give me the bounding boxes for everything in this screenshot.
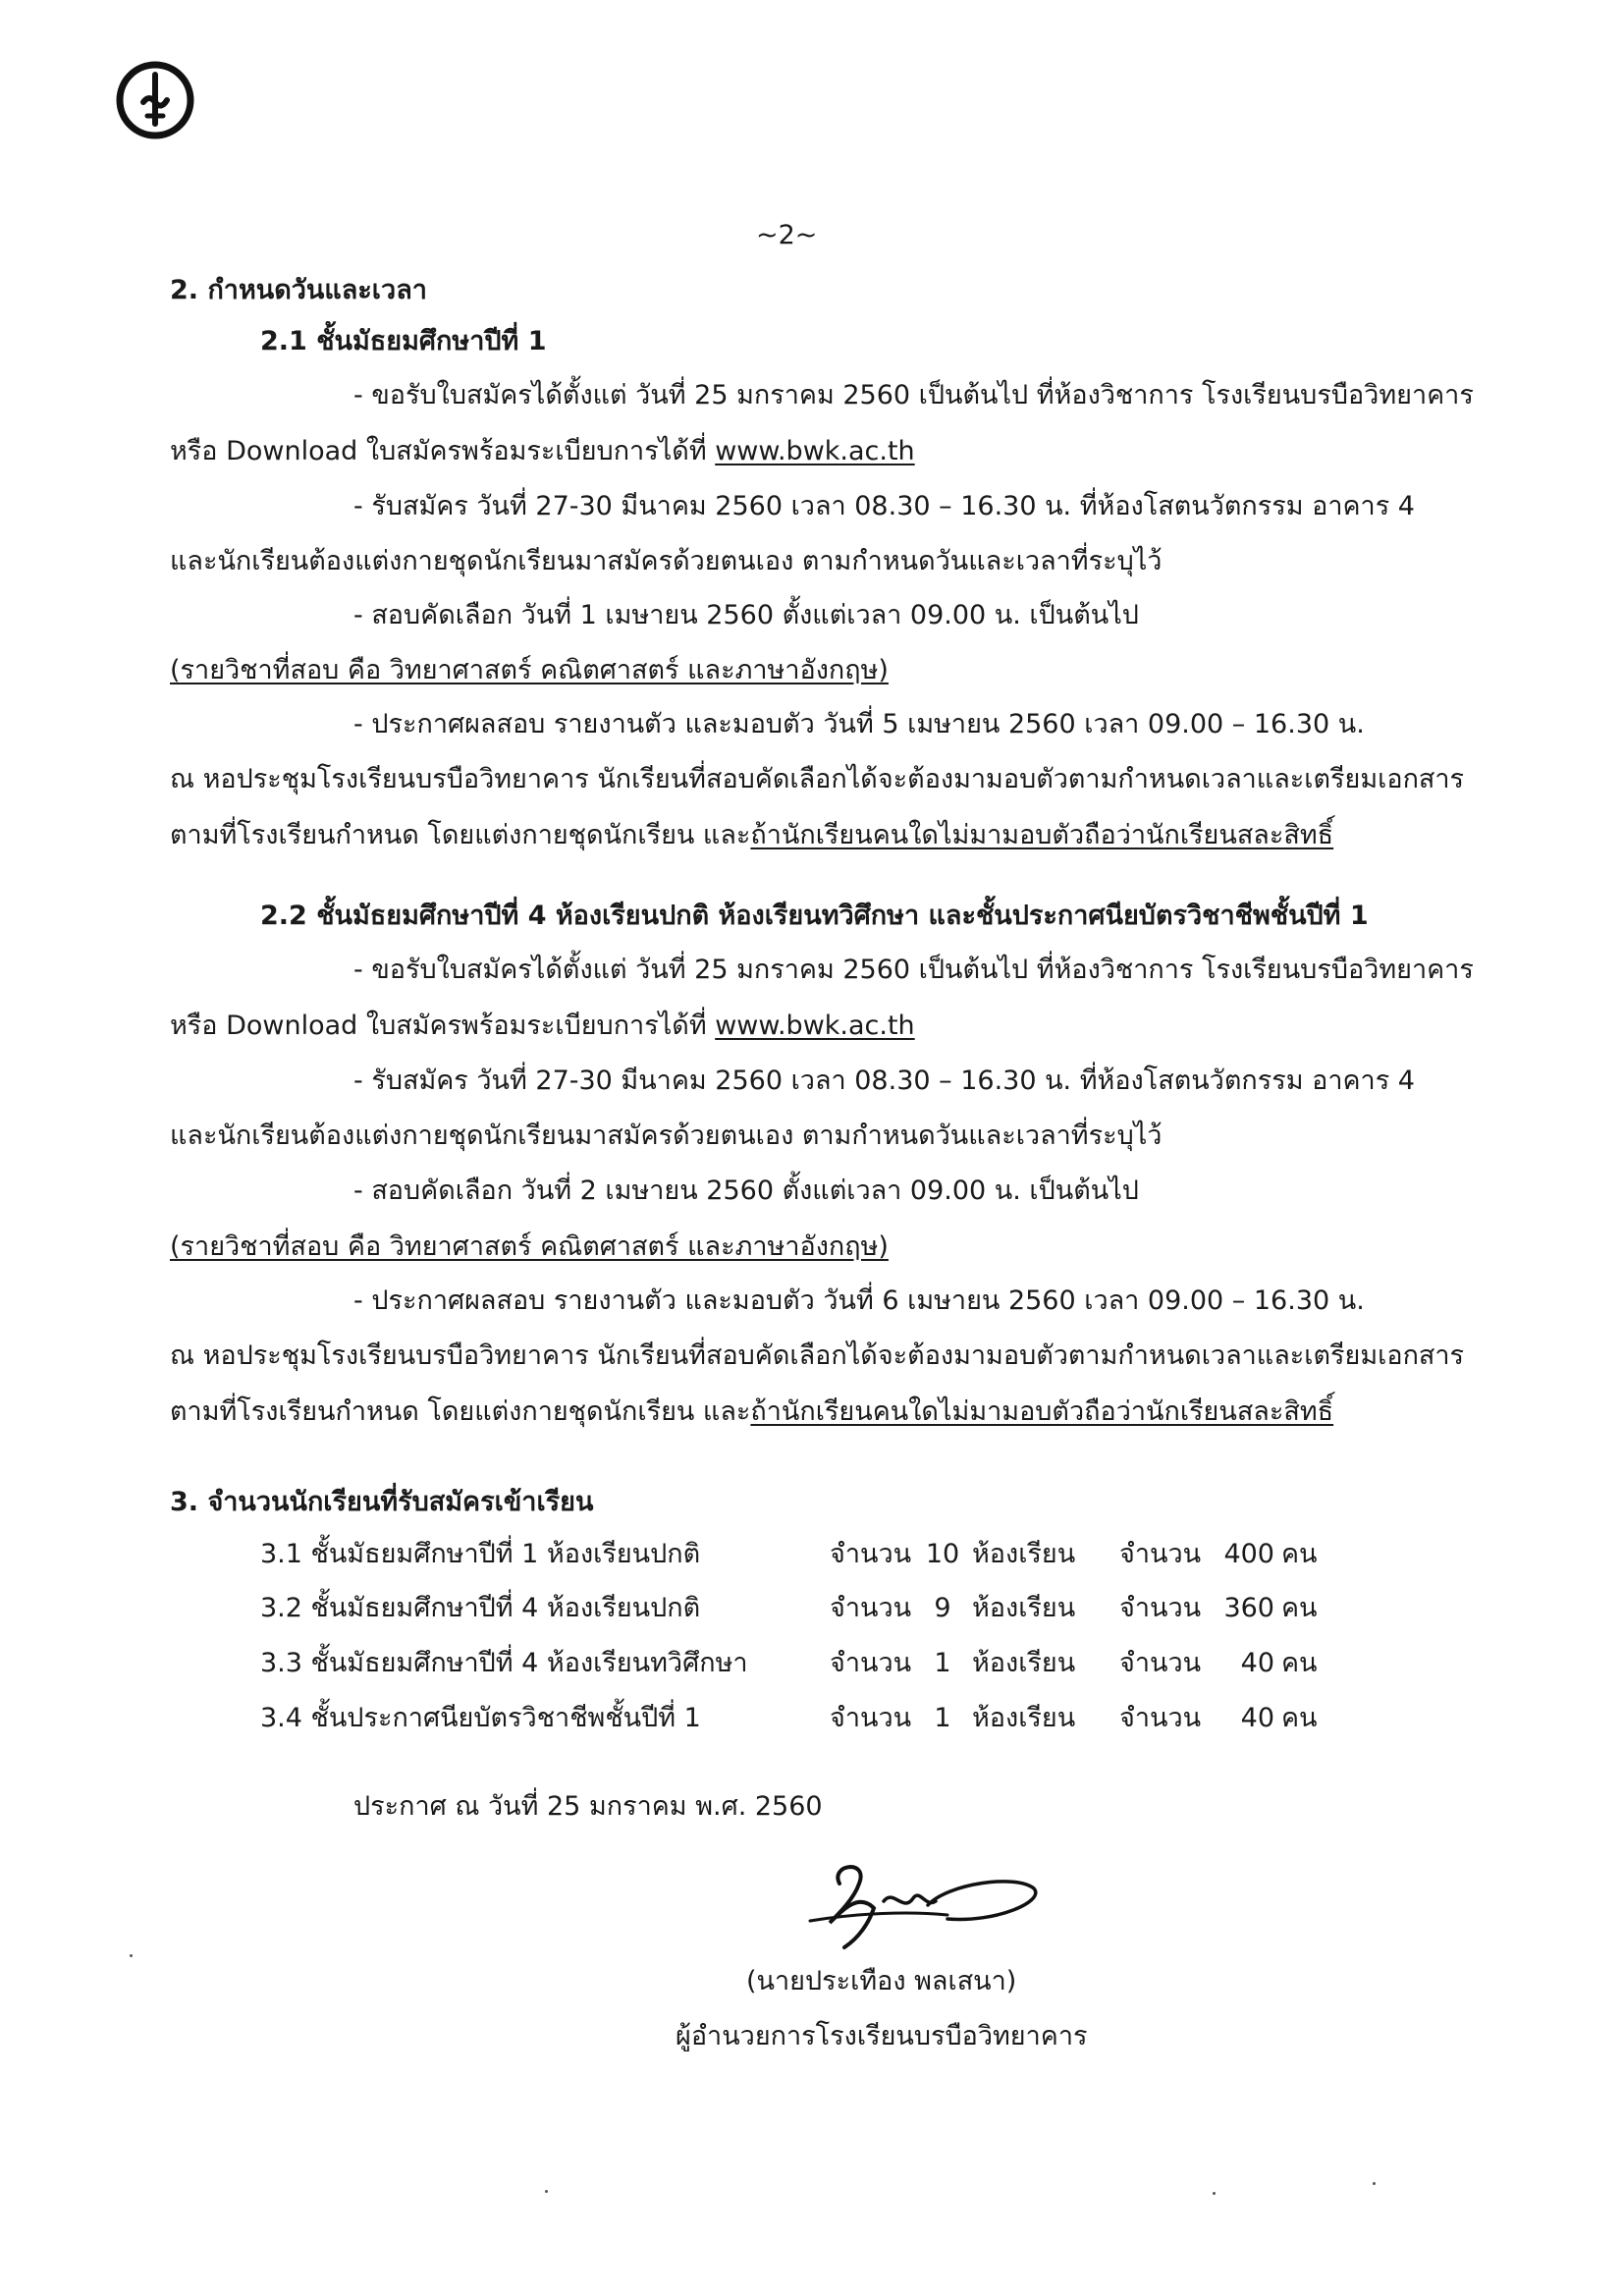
- students-count-cell: 360: [1223, 1593, 1274, 1623]
- scan-speck: [1373, 2182, 1376, 2185]
- announce-line-2: ณ หอประชุมโรงเรียนบรบือวิทยาคาร นักเรียนที่สอบคัดเลือกได้จะต้องมามอบตัวตามกำหนดเวลาและเตรียมเอกสาร: [170, 1340, 1465, 1371]
- announcement-date: ประกาศ ณ วันที่ 25 มกราคม พ.ศ. 2560: [353, 1791, 823, 1822]
- students-unit-cell: คน: [1281, 1703, 1318, 1733]
- students-count-cell: 400: [1223, 1539, 1274, 1569]
- register-line-continued: และนักเรียนต้องแต่งกายชุดนักเรียนมาสมัครด้วยตนเอง ตามกำหนดวันและเวลาที่ระบุไว้: [170, 546, 1163, 576]
- rooms-unit-cell: ห้องเรียน: [972, 1703, 1076, 1733]
- signatory-title: ผู้อำนวยการโรงเรียนบรบือวิทยาคาร: [676, 2021, 1088, 2051]
- forfeit-notice: ถ้านักเรียนคนใดไม่มามอบตัวถือว่านักเรียนสละสิทธิ์: [750, 820, 1334, 850]
- apply-line: - ขอรับใบสมัครได้ตั้งแต่ วันที่ 25 มกราคม 2560 เป็นต้นไป ที่ห้องวิชาการ โรงเรียนบรบือวิทยาคาร: [353, 955, 1474, 985]
- exam-line: - สอบคัดเลือก วันที่ 2 เมษายน 2560 ตั้งแต่เวลา 09.00 น. เป็นต้นไป: [353, 1175, 1139, 1206]
- website-link[interactable]: www.bwk.ac.th: [715, 1011, 915, 1041]
- rooms-unit-cell: ห้องเรียน: [972, 1539, 1076, 1569]
- rooms-count-cell: 1: [934, 1648, 951, 1678]
- level-cell: 3.4 ชั้นประกาศนียบัตรวิชาชีพชั้นปีที่ 1: [260, 1703, 701, 1733]
- rooms-unit-cell: ห้องเรียน: [972, 1648, 1076, 1678]
- announce-prefix: ตามที่โรงเรียนกำหนด โดยแต่งกายชุดนักเรียน และ: [170, 1396, 751, 1427]
- announce-prefix: ตามที่โรงเรียนกำหนด โดยแต่งกายชุดนักเรียน และ: [170, 820, 751, 850]
- students-unit-cell: คน: [1281, 1539, 1318, 1569]
- rooms-count-cell: 10: [925, 1539, 960, 1569]
- announce-line-3: [170, 1394, 1333, 1430]
- website-link[interactable]: www.bwk.ac.th: [715, 436, 915, 466]
- students-label-cell: จำนวน: [1119, 1539, 1202, 1569]
- students-count-cell: 40: [1240, 1648, 1274, 1678]
- students-label-cell: จำนวน: [1119, 1703, 1202, 1733]
- students-unit-cell: คน: [1281, 1648, 1318, 1678]
- register-line: - รับสมัคร วันที่ 27-30 มีนาคม 2560 เวลา 08.30 – 16.30 น. ที่ห้องโสตนวัตกรรม อาคาร 4: [353, 1066, 1415, 1096]
- apply-line: - ขอรับใบสมัครได้ตั้งแต่ วันที่ 25 มกราคม 2560 เป็นต้นไป ที่ห้องวิชาการ โรงเรียนบรบือวิทยาคาร: [353, 380, 1474, 410]
- page-number: ~2~: [756, 220, 818, 250]
- announce-line: - ประกาศผลสอบ รายงานตัว และมอบตัว วันที่ 6 เมษายน 2560 เวลา 09.00 – 16.30 น.: [353, 1285, 1365, 1316]
- section-2-heading: 2. กำหนดวันและเวลา: [170, 275, 427, 305]
- register-line-continued: และนักเรียนต้องแต่งกายชุดนักเรียนมาสมัครด้วยตนเอง ตามกำหนดวันและเวลาที่ระบุไว้: [170, 1121, 1163, 1151]
- exam-line: - สอบคัดเลือก วันที่ 1 เมษายน 2560 ตั้งแต่เวลา 09.00 น. เป็นต้นไป: [353, 600, 1139, 630]
- level-cell: 3.2 ชั้นมัธยมศึกษาปีที่ 4 ห้องเรียนปกติ: [260, 1593, 701, 1623]
- seal-icon: [110, 55, 200, 145]
- rooms-label-cell: จำนวน: [830, 1648, 912, 1678]
- announce-line-3: [170, 818, 1333, 853]
- apply-line-continued: [170, 1009, 915, 1044]
- signatory-name: (นายประเทือง พลเสนา): [746, 1966, 1017, 1996]
- announce-line-2: ณ หอประชุมโรงเรียนบรบือวิทยาคาร นักเรียนที่สอบคัดเลือกได้จะต้องมามอบตัวตามกำหนดเวลาและเตรียมเอกสาร: [170, 764, 1465, 794]
- rooms-label-cell: จำนวน: [830, 1703, 912, 1733]
- level-cell: 3.1 ชั้นมัธยมศึกษาปีที่ 1 ห้องเรียนปกติ: [260, 1539, 701, 1569]
- rooms-label-cell: จำนวน: [830, 1539, 912, 1569]
- scan-speck: [130, 1954, 133, 1957]
- students-label-cell: จำนวน: [1119, 1593, 1202, 1623]
- section-2-1-heading: 2.1 ชั้นมัธยมศึกษาปีที่ 1: [260, 326, 547, 356]
- scan-speck: [545, 2190, 548, 2193]
- apply-line-prefix: หรือ Download ใบสมัครพร้อมระเบียบการได้ที่: [170, 436, 716, 466]
- signature-icon: [800, 1854, 1046, 1957]
- students-label-cell: จำนวน: [1119, 1648, 1202, 1678]
- scan-speck: [1213, 2192, 1216, 2195]
- apply-line-continued: [170, 434, 915, 469]
- level-cell: 3.3 ชั้นมัธยมศึกษาปีที่ 4 ห้องเรียนทวิศึกษา: [260, 1648, 748, 1678]
- exam-subjects: (รายวิชาที่สอบ คือ วิทยาศาสตร์ คณิตศาสตร์ และภาษาอังกฤษ): [170, 1231, 889, 1262]
- students-count-cell: 40: [1240, 1703, 1274, 1733]
- register-line: - รับสมัคร วันที่ 27-30 มีนาคม 2560 เวลา 08.30 – 16.30 น. ที่ห้องโสตนวัตกรรม อาคาร 4: [353, 491, 1415, 521]
- apply-line-prefix: หรือ Download ใบสมัครพร้อมระเบียบการได้ที่: [170, 1011, 716, 1041]
- forfeit-notice: ถ้านักเรียนคนใดไม่มามอบตัวถือว่านักเรียนสละสิทธิ์: [750, 1396, 1334, 1427]
- rooms-unit-cell: ห้องเรียน: [972, 1593, 1076, 1623]
- rooms-count-cell: 1: [934, 1703, 951, 1733]
- exam-subjects: (รายวิชาที่สอบ คือ วิทยาศาสตร์ คณิตศาสตร์ และภาษาอังกฤษ): [170, 655, 889, 685]
- rooms-count-cell: 9: [934, 1593, 951, 1623]
- section-2-2-heading: 2.2 ชั้นมัธยมศึกษาปีที่ 4 ห้องเรียนปกติ ห้องเรียนทวิศึกษา และชั้นประกาศนียบัตรวิชาชีพชั้นปีที่ 1: [260, 901, 1369, 931]
- students-unit-cell: คน: [1281, 1593, 1318, 1623]
- announce-line: - ประกาศผลสอบ รายงานตัว และมอบตัว วันที่ 5 เมษายน 2560 เวลา 09.00 – 16.30 น.: [353, 709, 1365, 739]
- section-3-heading: 3. จำนวนนักเรียนที่รับสมัครเข้าเรียน: [170, 1487, 594, 1517]
- rooms-label-cell: จำนวน: [830, 1593, 912, 1623]
